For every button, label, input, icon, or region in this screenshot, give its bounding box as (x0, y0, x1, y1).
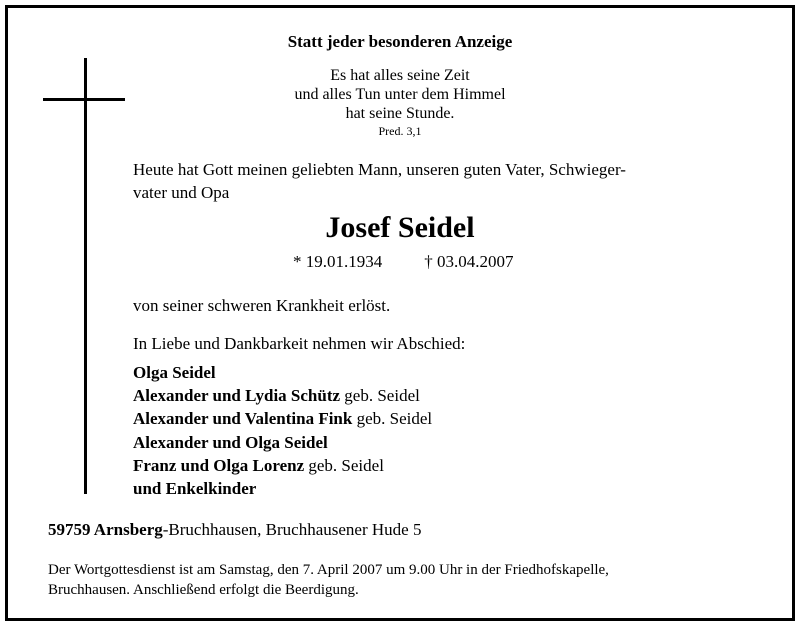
family-address (48, 520, 421, 540)
intro-text (133, 158, 626, 204)
death-date: † 03.04.2007 (424, 252, 514, 271)
list-item (133, 407, 432, 430)
list-item (133, 477, 432, 500)
intro-line: vater und Opa (133, 183, 230, 202)
mourner-suffix: geb. Seidel (352, 409, 433, 429)
mourner-name: und Enkelkinder (133, 479, 257, 499)
intro-line: Heute hat Gott meinen geliebten Mann, unseren guten Vater, Schwieger- (133, 160, 626, 179)
list-item (133, 361, 432, 384)
service-line: Bruchhausen. Anschließend erfolgt die Beerdigung. (48, 582, 359, 598)
verse-line: Es hat alles seine Zeit (330, 67, 470, 84)
list-item (133, 454, 432, 477)
verse-line: hat seine Stunde. (345, 105, 455, 122)
verse-line: und alles Tun unter dem Himmel (294, 86, 506, 103)
release-text: von seiner schweren Krankheit erlöst. (133, 296, 391, 315)
list-item (133, 384, 432, 407)
verse-reference: Pred. 3,1 (378, 124, 422, 138)
mourner-name: Franz und Olga Lorenz (133, 455, 305, 475)
cross-icon (84, 58, 87, 494)
service-line: Der Wortgottesdienst ist am Samstag, den 7. April 2007 um 9.00 Uhr in der Friedhofskapelle, (48, 562, 609, 578)
address-city: 59759 Arnsberg (48, 520, 163, 539)
deceased-name: Josef Seidel (325, 211, 475, 244)
mourner-name: Alexander und Olga Seidel (133, 432, 328, 452)
mourner-name: Olga Seidel (133, 363, 216, 382)
notice-heading: Statt jeder besonderen Anzeige (287, 32, 513, 51)
mourner-suffix: geb. Seidel (304, 455, 384, 475)
list-item (133, 431, 432, 454)
birth-date: * 19.01.1934 (293, 252, 383, 271)
obituary-notice (5, 5, 795, 621)
life-dates (293, 252, 514, 272)
mourner-name: Alexander und Lydia Schütz (133, 386, 341, 406)
address-street: -Bruchhausen, Bruchhausener Hude 5 (162, 520, 422, 539)
mourner-suffix: geb. Seidel (340, 386, 420, 406)
mourners-list (133, 361, 432, 500)
service-info (48, 560, 609, 600)
farewell-text: In Liebe und Dankbarkeit nehmen wir Abschied: (133, 334, 466, 353)
bible-verse (8, 66, 792, 139)
mourner-name: Alexander und Valentina Fink (133, 409, 353, 429)
cross-icon-crossbar (43, 98, 125, 101)
